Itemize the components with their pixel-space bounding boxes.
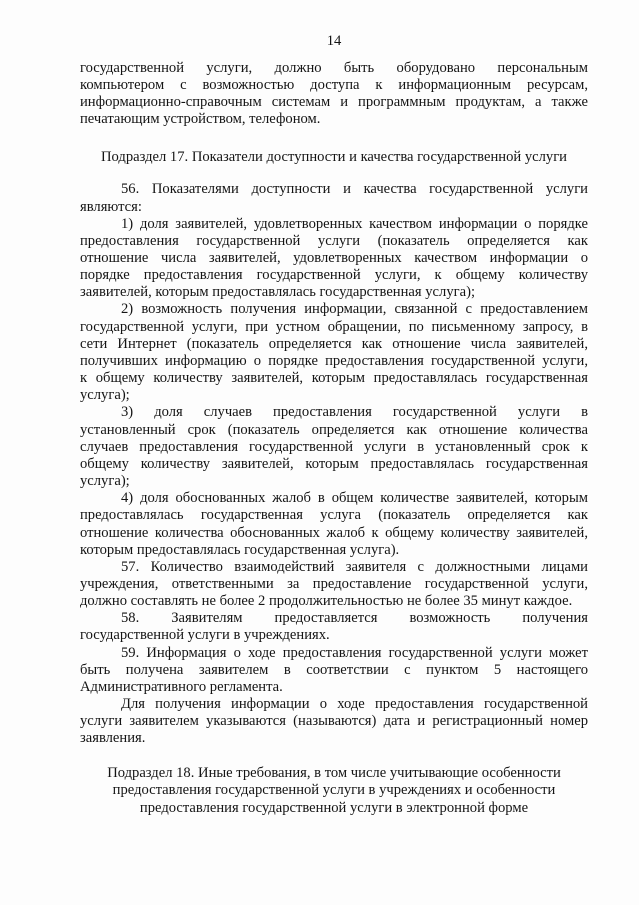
paragraph-line: Для получения информации о ходе предоставления государственной xyxy=(121,696,588,713)
paragraph-line: 57. Количество взаимодействий заявителя с должностными лицами xyxy=(121,558,588,575)
paragraph-line: предоставлялась государственная услуга (показатель определяется как xyxy=(80,507,588,524)
paragraph-line: 59. Информация о ходе предоставления государственной услуги может xyxy=(121,644,588,661)
paragraph-line: случаев предоставления государственной услуги в установленный срок к xyxy=(80,438,588,455)
paragraph-57 xyxy=(80,559,588,610)
paragraph-line: 4) доля обоснованных жалоб в общем количестве заявителей, которым xyxy=(121,490,588,507)
paragraph-line: получивших информацию о порядке предоставления государственной услуги, xyxy=(80,352,588,369)
paragraph-line: государственной услуги в учреждениях. xyxy=(80,627,330,644)
paragraph-line: общему количеству заявителей, которым предоставлялась государственная xyxy=(80,455,588,472)
heading-line: предоставления государственной услуги в электронной форме xyxy=(139,799,529,816)
paragraph-line: отношение количества обоснованных жалоб к общему количеству заявителей, xyxy=(80,524,588,541)
list-item-2 xyxy=(80,301,588,404)
paragraph-line: заявления. xyxy=(80,730,146,747)
paragraph-line: заявителей, которым предоставлялась государственная услуга); xyxy=(80,284,475,301)
paragraph-line: Административного регламента. xyxy=(80,678,283,695)
subsection-18-heading xyxy=(80,765,588,818)
paragraph-line: учреждения, ответственными за предоставление государственной услуги, xyxy=(80,575,588,592)
paragraph-line: 2) возможность получения информации, связанной с предоставлением xyxy=(121,301,588,318)
subsection-17-body xyxy=(80,181,588,747)
paragraph-line: печатающим устройством, телефоном. xyxy=(80,110,321,127)
paragraph-line: услуга); xyxy=(80,387,130,404)
subsection-17-heading xyxy=(80,149,588,167)
paragraph-line: должно составлять не более 2 продолжительностью не более 35 минут каждое. xyxy=(80,593,573,610)
paragraph-59 xyxy=(80,645,588,696)
paragraph-line: 56. Показателями доступности и качества государственной услуги xyxy=(121,181,588,198)
heading-line: Подраздел 18. Иные требования, в том числе учитывающие особенности xyxy=(107,764,561,781)
heading-line: предоставления государственной услуги в учреждениях и особенности xyxy=(112,782,556,798)
paragraph-line: которым предоставлялась государственная услуга). xyxy=(80,541,400,558)
heading-line: Подраздел 17. Показатели доступности и качества государственной услуги xyxy=(100,148,567,165)
paragraph-line: предоставления государственной услуги (показатель определяется как xyxy=(80,232,588,249)
paragraph-line: 58. Заявителям предоставляется возможность получения xyxy=(121,610,588,627)
paragraph-status-info xyxy=(80,696,588,747)
paragraph-line: 3) доля случаев предоставления государственной услуги в xyxy=(121,404,588,421)
paragraph-line: 1) доля заявителей, удовлетворенных качеством информации о порядке xyxy=(121,215,588,232)
paragraph-line: услуга); xyxy=(80,473,130,490)
paragraph-line: быть получена заявителем в соответствии с пунктом 5 настоящего xyxy=(80,661,588,678)
paragraph-line: услуги заявителем указываются (называются) дата и регистрационный номер xyxy=(80,713,588,730)
paragraph-line: установленный срок (показатель определяется как отношение количества xyxy=(80,421,588,438)
continuation-paragraph xyxy=(80,60,588,129)
paragraph-58 xyxy=(80,610,588,644)
paragraph-line: являются: xyxy=(80,198,142,215)
paragraph-line: отношение числа заявителей, удовлетворенных качеством информации о xyxy=(80,250,588,267)
paragraph-line: государственной услуги, должно быть оборудовано персональным xyxy=(80,59,588,76)
paragraph-line: сети Интернет (показатель определяется как отношение числа заявителей, xyxy=(80,335,588,352)
paragraph-56 xyxy=(80,181,588,215)
paragraph-line: компьютером с возможностью доступа к информационным ресурсам, xyxy=(80,76,588,93)
paragraph-line: к общему количеству заявителей, которым предоставлялась государственная xyxy=(80,370,588,387)
paragraph-line: информационно-справочным системам и программным продуктам, а также xyxy=(80,93,588,110)
paragraph-line: государственной услуги, при устном обращении, по письменному запросу, в xyxy=(80,318,588,335)
page-number: 14 xyxy=(326,33,342,49)
list-item-3 xyxy=(80,404,588,490)
list-item-4 xyxy=(80,490,588,559)
list-item-1 xyxy=(80,216,588,302)
paragraph-line: порядке предоставления государственной услуги, к общему количеству xyxy=(80,267,588,284)
